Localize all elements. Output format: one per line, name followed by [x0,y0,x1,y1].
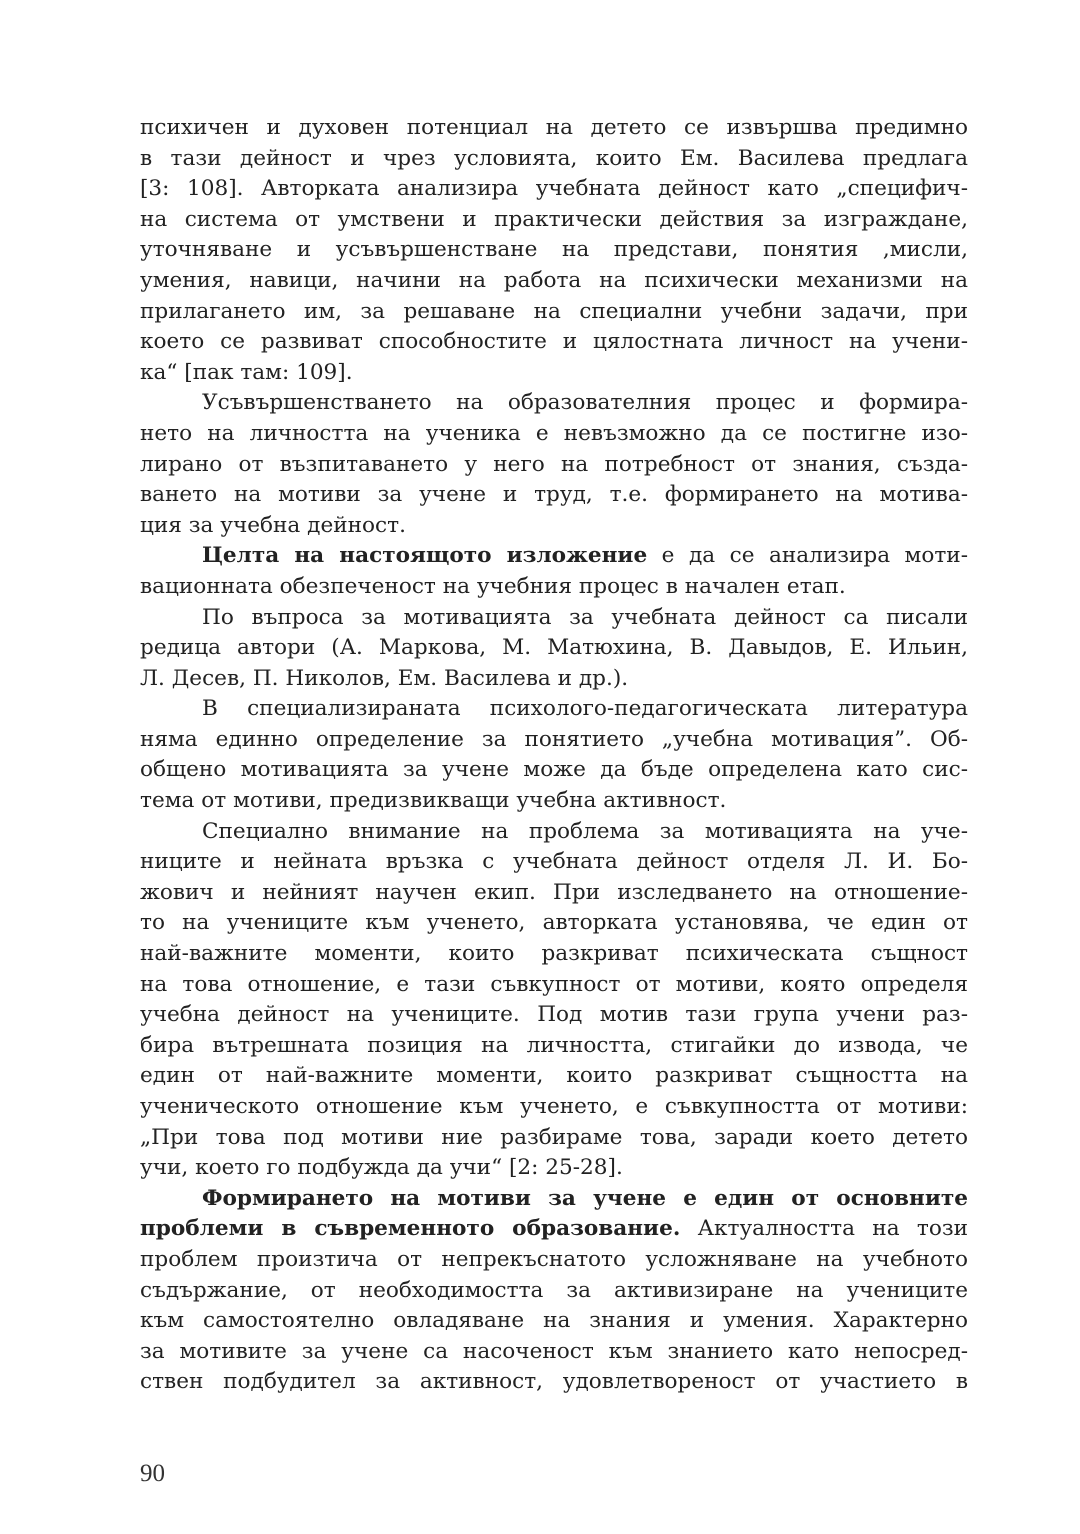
text-line [140,1000,968,1031]
text-line [140,235,968,266]
text-line [140,1153,968,1184]
text-line [140,327,968,358]
bold-text-run: Целта на настоящото изложение [202,543,648,569]
text-line [140,1031,968,1062]
text-run: нето на личността на ученика е невъзможно да се постигне изо- [140,420,968,446]
text-line [140,511,968,542]
text-line [140,113,968,144]
bold-text-run: Формирането на мотиви за учене е един от основните [202,1185,968,1211]
text-line [140,266,968,297]
text-run: учебна дейност на учениците. Под мотив тази група учени раз- [140,1002,968,1028]
text-run: на това отношение, е тази съвкупност от мотиви, която определя [140,971,968,997]
text-run: жович и нейният научен екип. При изследването на отношение- [140,879,968,905]
text-line [140,725,968,756]
text-line [140,817,968,848]
text-line [140,786,968,817]
text-run: [3: 108]. Авторката анализира учебната дейност като „специфич- [140,176,968,202]
text-run: В специализираната психолого-педагогическата литература [202,696,968,722]
text-run: един от най-важните моменти, които разкриват същността на [140,1063,968,1089]
page-body [140,113,968,1398]
text-line [140,908,968,939]
text-run: бира вътрешната позиция на личността, стигайки до извода, че [140,1032,968,1058]
paragraph-motives-formation [140,1184,968,1398]
paragraph-definition [140,694,968,816]
text-run: няма единно определение за понятието „учебна мотивация”. Об- [140,726,968,752]
text-line [140,603,968,634]
text-run: лирано от възпитаването у него на потребност от знания, създа- [140,451,968,477]
text-run: Актуалността на този [680,1216,968,1242]
text-line [140,664,968,695]
bold-text-run: проблеми в съвременното образование. [140,1216,681,1242]
text-run: прилагането им, за решаване на специални учебни задачи, при [140,298,968,324]
text-run: в тази дейност и чрез условията, които Ем. Василева предлага [140,145,968,171]
text-line [140,1367,968,1398]
text-line [140,1061,968,1092]
text-run: то на учениците към ученето, авторката установява, че един от [140,910,968,936]
text-run: съдържание, от необходимостта за активизиране на учениците [140,1277,968,1303]
text-line [140,755,968,786]
text-run: ция за учебна дейност. [140,512,406,538]
text-line [140,1123,968,1154]
text-line [140,358,968,389]
text-run: общено мотивацията за учене може да бъде определена като сис- [140,757,968,783]
text-run: ка“ [пак там: 109]. [140,359,353,385]
text-run: на система от умствени и практически действия за изграждане, [140,206,968,232]
paragraph-authors [140,603,968,695]
text-run: „При това под мотиви ние разбираме това, заради което детето [140,1124,968,1150]
text-run: умения, навици, начини на работа на психически механизми на [140,267,968,293]
text-line [140,939,968,970]
paragraph-continued [140,113,968,388]
text-line [140,878,968,909]
text-run: Усъвършенстването на образователния процес и формира- [202,390,968,416]
text-run: По въпроса за мотивацията за учебната дейност са писали [202,604,968,630]
text-run: редица автори (А. Маркова, М. Матюхина, В. Давыдов, Е. Ильин, [140,635,968,661]
paragraph-goal [140,541,968,602]
text-line [140,1306,968,1337]
paragraph-education-process [140,388,968,541]
text-run: ването на мотиви за учене и труд, т.е. формирането на мотива- [140,482,968,508]
text-run: учи, което го подбужда да учи“ [2: 25-28]. [140,1155,623,1181]
text-line [140,541,968,572]
text-run: Л. Десев, П. Николов, Ем. Василева и др.). [140,665,629,691]
text-run: което се развиват способностите и цялостната личност на учени- [140,329,968,355]
text-line [140,144,968,175]
text-run: ствен подбудител за активност, удовлетвореност от участието в [140,1369,968,1395]
text-run: тема от мотиви, предизвикващи учебна активност. [140,788,727,814]
text-run: проблем произтича от непрекъснатото усложняване на учебното [140,1246,968,1272]
paragraph-bozhovich [140,817,968,1184]
text-run: най-важните моменти, които разкриват психическата същност [140,941,968,967]
text-line [140,205,968,236]
text-line [140,970,968,1001]
text-run: Специално внимание на проблема за мотивацията на уче- [202,818,968,844]
text-line [140,1276,968,1307]
text-run: към самостоятелно овладяване на знания и умения. Характерно [140,1308,968,1334]
text-run: психичен и духовен потенциал на детето се извършва предимно [140,115,968,140]
text-line [140,1184,968,1215]
text-line [140,450,968,481]
text-line [140,1337,968,1368]
text-line [140,480,968,511]
page-number: 90 [140,1460,165,1487]
text-run: уточняване и усъвършенстване на представи, понятия ,мисли, [140,237,968,263]
text-run: за мотивите за учене са насоченост към знанието като непосред- [140,1338,968,1364]
text-line [140,633,968,664]
text-line [140,1214,968,1245]
text-line [140,847,968,878]
text-run: ниците и нейната връзка с учебната дейност отделя Л. И. Бо- [140,849,968,875]
text-line [140,572,968,603]
text-run: вационната обезпеченост на учебния процес в начален етап. [140,573,846,599]
text-line [140,174,968,205]
text-line [140,694,968,725]
text-line [140,419,968,450]
text-run: е да се анализира моти- [647,543,968,569]
text-line [140,388,968,419]
text-line [140,1245,968,1276]
text-line [140,1092,968,1123]
text-line [140,297,968,328]
text-run: ученическото отношение към ученето, е съвкупността от мотиви: [140,1094,968,1119]
